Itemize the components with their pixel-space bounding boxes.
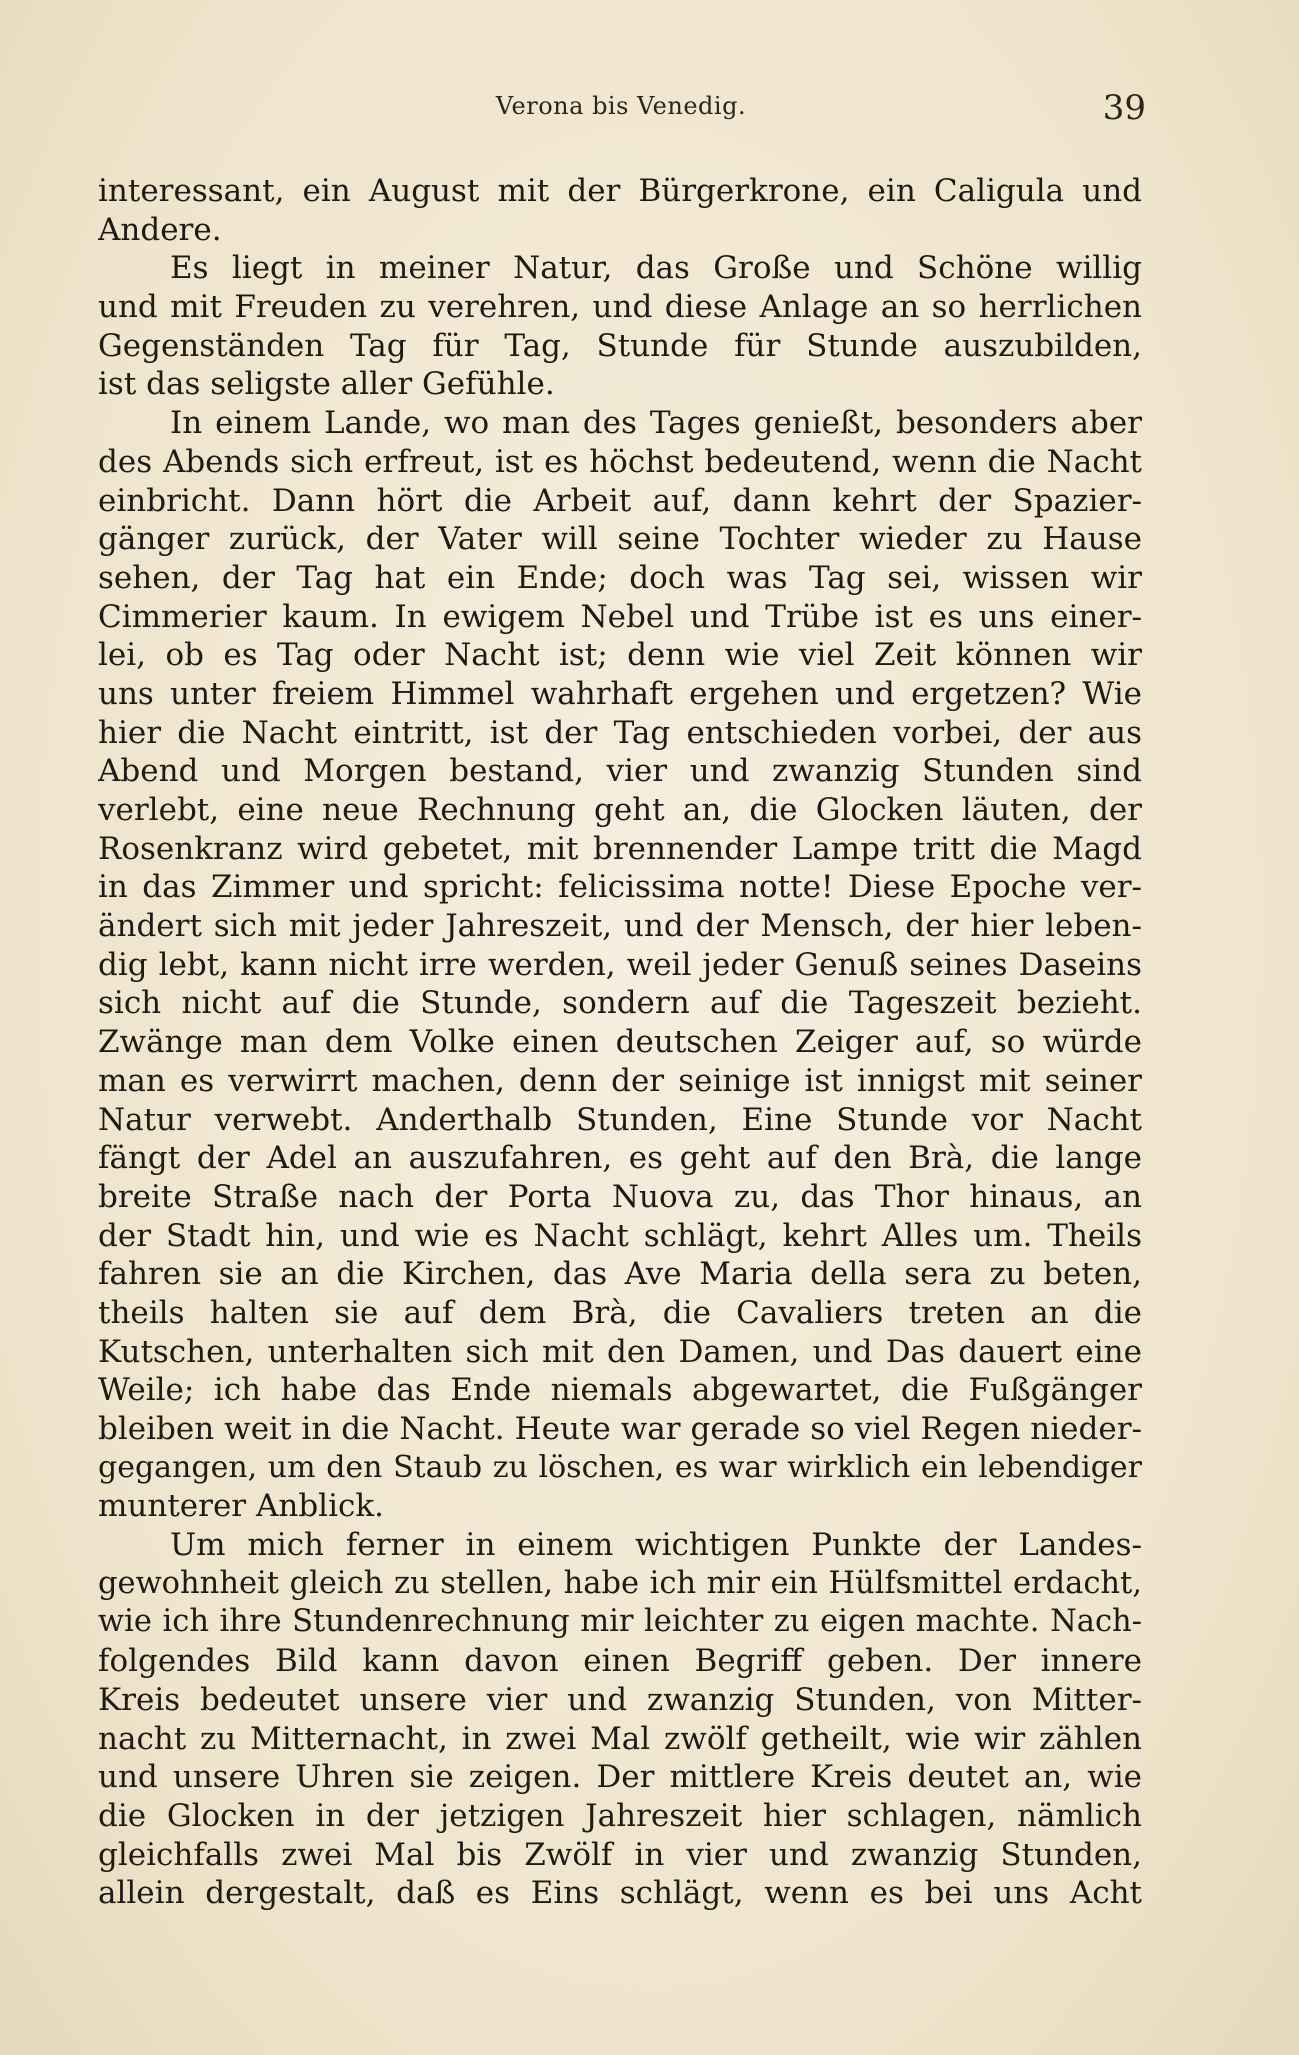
text-line: munterer Anblick.: [98, 1488, 384, 1525]
text-line: Zwänge man dem Volke einen deutschen Zeiger auf, so würde: [98, 1024, 1142, 1061]
text-line: gänger zurück, der Vater will seine Tochter wieder zu Hause: [98, 521, 1142, 558]
text-line: Kutschen, unterhalten sich mit den Damen, und Das dauert eine: [98, 1333, 1142, 1370]
text-line: Natur verwebt. Anderthalb Stunden, Eine Stunde vor Nacht: [98, 1101, 1142, 1138]
text-line: Cimmerier kaum. In ewigem Nebel und Trübe ist es uns einer-: [98, 598, 1142, 635]
text-line: lei, ob es Tag oder Nacht ist; denn wie viel Zeit können wir: [98, 637, 1142, 674]
text-line: fahren sie an die Kirchen, das Ave Maria della sera zu beten,: [98, 1256, 1142, 1293]
text-line: gewohnheit gleich zu stellen, habe ich mir ein Hülfsmittel erdacht,: [98, 1565, 1142, 1601]
text-line: des Abends sich erfreut, ist es höchst bedeutend, wenn die Nacht: [98, 443, 1142, 480]
text-line: breite Straße nach der Porta Nuova zu, das Thor hinaus, an: [98, 1178, 1142, 1215]
text-line: Kreis bedeutet unsere vier und zwanzig Stunden, von Mitter-: [98, 1681, 1142, 1718]
text-line: Andere.: [98, 211, 222, 248]
text-line: verlebt, eine neue Rechnung geht an, die Glocken läuten, der: [98, 792, 1142, 828]
text-line: einbricht. Dann hört die Arbeit auf, dann kehrt der Spazier-: [98, 482, 1142, 519]
text-line: und mit Freuden zu verehren, und diese Anlage an so herrlichen: [98, 289, 1142, 326]
text-line: bleiben weit in die Nacht. Heute war gerade so viel Regen nieder-: [98, 1411, 1142, 1447]
text-line: theils halten sie auf dem Brà, die Cavaliers treten an die: [98, 1294, 1142, 1331]
page-number: 39: [1102, 88, 1146, 128]
text-line: gegangen, um den Staub zu löschen, es war wirklich ein lebendiger: [98, 1449, 1142, 1485]
text-line: uns unter freiem Himmel wahrhaft ergehen und ergetzen? Wie: [98, 675, 1142, 712]
text-line: Gegenständen Tag für Tag, Stunde für Stunde auszubilden,: [98, 327, 1142, 364]
text-line: folgendes Bild kann davon einen Begriff geben. Der innere: [98, 1643, 1142, 1680]
page-header: [96, 88, 1146, 138]
text-line: der Stadt hin, und wie es Nacht schlägt, kehrt Alles um. Theils: [98, 1217, 1142, 1254]
text-line: man es verwirrt machen, denn der seinige ist innigst mit seiner: [98, 1062, 1142, 1099]
text-line: gleichfalls zwei Mal bis Zwölf in vier und zwanzig Stunden,: [98, 1836, 1142, 1873]
body-text: [98, 172, 1142, 1913]
text-line: fängt der Adel an auszufahren, es geht auf den Brà, die lange: [98, 1140, 1142, 1177]
text-line: hier die Nacht eintritt, ist der Tag entschieden vorbei, der aus: [98, 714, 1142, 751]
text-line: interessant, ein August mit der Bürgerkrone, ein Caligula und: [98, 173, 1142, 209]
text-line: Um mich ferner in einem wichtigen Punkte der Landes-: [170, 1527, 1142, 1564]
text-line: in das Zimmer und spricht: felicissima notte! Diese Epoche ver-: [98, 869, 1142, 906]
text-line: nacht zu Mitternacht, in zwei Mal zwölf getheilt, wie wir zählen: [98, 1720, 1142, 1757]
text-line: Rosenkranz wird gebetet, mit brennender Lampe tritt die Magd: [98, 830, 1142, 867]
text-line: Es liegt in meiner Natur, das Große und Schöne willig: [170, 250, 1142, 287]
text-line: Weile; ich habe das Ende niemals abgewartet, die Fußgänger: [98, 1372, 1142, 1409]
text-line: In einem Lande, wo man des Tages genießt, besonders aber: [170, 405, 1142, 442]
text-line: sich nicht auf die Stunde, sondern auf die Tageszeit bezieht.: [98, 985, 1142, 1022]
text-line: Abend und Morgen bestand, vier und zwanzig Stunden sind: [98, 753, 1142, 790]
text-line: und unsere Uhren sie zeigen. Der mittlere Kreis deutet an, wie: [98, 1759, 1142, 1796]
text-line: wie ich ihre Stundenrechnung mir leichter zu eigen machte. Nach-: [98, 1604, 1142, 1640]
text-line: allein dergestalt, daß es Eins schlägt, wenn es bei uns Acht: [98, 1875, 1142, 1912]
text-line: ändert sich mit jeder Jahreszeit, und der Mensch, der hier leben-: [98, 908, 1142, 945]
running-head: Verona bis Venedig.: [495, 92, 747, 120]
text-line: sehen, der Tag hat ein Ende; doch was Tag sei, wissen wir: [98, 559, 1142, 596]
text-line: die Glocken in der jetzigen Jahreszeit hier schlagen, nämlich: [98, 1797, 1142, 1834]
text-line: ist das seligste aller Gefühle.: [98, 366, 555, 403]
text-line: dig lebt, kann nicht irre werden, weil jeder Genuß seines Daseins: [98, 946, 1142, 983]
